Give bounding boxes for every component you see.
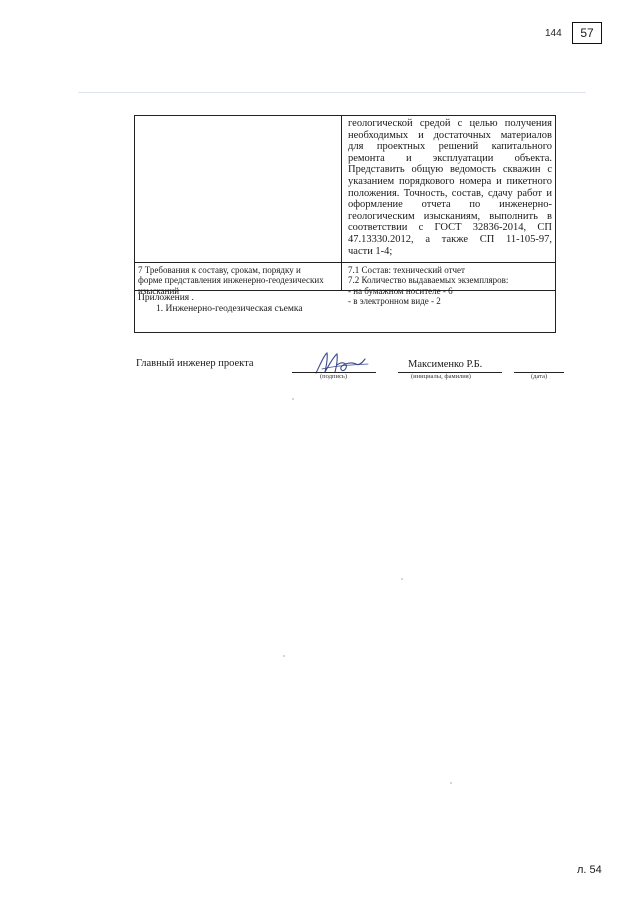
scan-speck: [450, 782, 452, 784]
signer-role: Главный инженер проекта: [136, 358, 254, 369]
item7-value-line: 7.1 Состав: технический отчет: [348, 265, 465, 275]
continuation-text: [348, 118, 552, 257]
page-number-box: 57: [572, 22, 602, 44]
page-number-small: 144: [545, 28, 562, 39]
cont-line: необходимых и достаточных материалов: [348, 129, 552, 141]
item7-label: [138, 265, 336, 296]
item7-label-line: форме представления инженерно-геодезических: [138, 275, 324, 286]
cont-line: части 1-4;: [348, 245, 393, 257]
row-divider-1: [135, 262, 555, 263]
cont-line: для проектных решений капитального: [348, 141, 552, 153]
cont-line: положения. Точность, состав, сдачу работ и: [348, 187, 552, 199]
scan-speck: [292, 398, 294, 400]
item7-value-line: 7.2 Количество выдаваемых экземпляров:: [348, 275, 509, 286]
signature-caption: (подпись): [320, 373, 347, 380]
appendix-item: 1. Инженерно-геодезическая съемка: [156, 304, 303, 314]
signer-name: Максименко Р.Б.: [408, 359, 483, 370]
scan-speck: [283, 655, 285, 657]
scan-line: [78, 92, 586, 93]
cont-line: ремонта и эксплуатации объекта.: [348, 152, 552, 164]
date-caption: (дата): [531, 373, 548, 380]
appendix-title: Приложения .: [138, 293, 194, 303]
column-divider: [341, 116, 342, 290]
item7-label-line: 7 Требования к составу, срокам, порядку и: [138, 265, 301, 275]
item7-value-line: - на бумажном носителе - 6: [348, 285, 453, 296]
sheet-number: л. 54: [577, 864, 602, 876]
cont-line: соответствии с ГОСТ 32836-2014, СП: [348, 222, 552, 234]
name-caption: (инициалы, фамилия): [411, 373, 471, 380]
item7-value-line: - в электронном виде - 2: [348, 296, 441, 307]
cont-line: оформление отчета по инженерно-: [348, 199, 552, 211]
cont-line: Представить общую ведомость скважин с: [348, 164, 552, 176]
cont-line: геологической средой с целью получения: [348, 118, 552, 129]
cont-line: геологическим изысканиям, выполнить в: [348, 210, 552, 222]
requirements-table: [134, 115, 556, 333]
item7-label-line: изысканий: [138, 285, 180, 296]
cont-line: указанием порядкового номера и пикетного: [348, 175, 552, 187]
cont-line: 47.13330.2012, а также СП 11-105-97,: [348, 233, 552, 245]
appendix: [138, 293, 548, 315]
scan-speck: [401, 578, 403, 580]
